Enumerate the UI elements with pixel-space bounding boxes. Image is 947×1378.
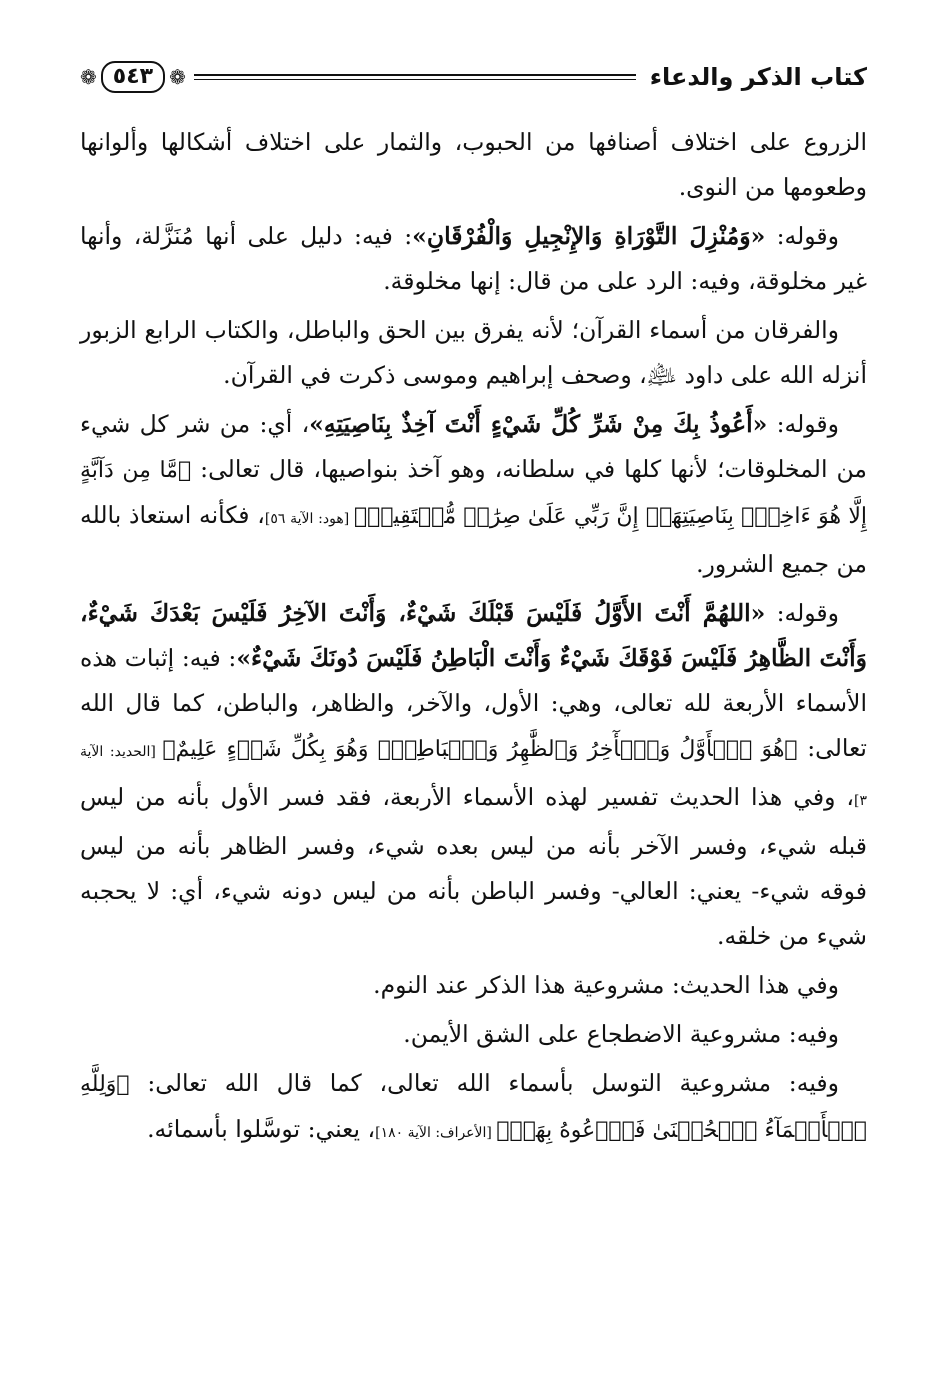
ornament-left-icon: ❁ (80, 65, 97, 89)
paragraph (80, 214, 867, 304)
paragraph (80, 1012, 867, 1057)
page-header (80, 52, 867, 102)
paragraph-text: : فيه: دليل على أنها مُنَزَّلة، وأنها غير مخلوقة، وفيه: الرد على من قال: إنها مخلوقة. (80, 222, 867, 295)
quran-verse: ﴿هُوَ ٱلۡأَوَّلُ وَٱلۡأٓخِرُ وَٱلظَّٰهِرُ وَٱلۡبَاطِنُۖ وَهُوَ بِكُلِّ شَيۡءٍ عَلِيمٌ﴾ (162, 737, 798, 762)
quran-verse: ﴿وَلِلَّهِ ٱلۡأَسۡمَآءُ ٱلۡحُسۡنَىٰ فَٱدۡعُوهُ بِهَاۖ﴾ (80, 1072, 867, 1143)
paragraph (80, 308, 867, 398)
chapter-title: كتاب الذكر والدعاء (649, 63, 867, 91)
paragraph (80, 1061, 867, 1156)
paragraph-text: وقوله: (765, 222, 839, 250)
verse-reference: [الحديد: الآية ٣] (80, 744, 867, 809)
book-page (80, 52, 867, 1342)
paragraph-text: والفرقان من أسماء القرآن؛ لأنه يفرق بين الحق والباطل، والكتاب الرابع الزبور أنزله الله على داود ﵇، وصحف إبراهيم وموسى ذكرت في القرآن. (80, 316, 867, 389)
hadith-quote: «أَعُوذُ بِكَ مِنْ شَرِّ كُلِّ شَيْءٍ أَنْتَ آخِذٌ بِنَاصِيَتِهِ» (309, 410, 768, 438)
quran-verse: ﴿مَّا مِن دَآبَّةٍ إِلَّا هُوَ ءَاخِذُۢ بِنَاصِيَتِهَآۚ إِنَّ رَبِّي عَلَىٰ صِرَٰطٖ مُّسۡتَقِيمٖ﴾ (80, 458, 867, 529)
paragraph (80, 591, 867, 959)
paragraph-text: وقوله: (765, 599, 839, 627)
paragraph-text: ، أي: من شر كل شيء من المخلوقات؛ لأنها كلها في سلطانه، وهو آخذ بنواصيها، قال تعالى: (80, 410, 867, 483)
paragraph (80, 120, 867, 210)
paragraph-text: : فيه: إثبات هذه الأسماء الأربعة لله تعالى، وهي: الأول، والآخر، والظاهر، والباطن، كما قال الله تعالى: (80, 644, 867, 762)
paragraph-text: وفيه: مشروعية الاضطجاع على الشق الأيمن. (403, 1020, 839, 1048)
header-rule (194, 74, 636, 84)
paragraph-text: ، فكأنه استعاذ بالله من جميع الشرور. (80, 501, 867, 578)
paragraph (80, 402, 867, 587)
page-number: ٥٤٣ (101, 61, 165, 93)
ornament-right-icon: ❁ (169, 65, 186, 89)
page-body (80, 120, 867, 1156)
paragraph-text: وقوله: (767, 410, 839, 438)
hadith-quote: «وَمُنْزِلَ التَّوْرَاةِ وَالإِنْجِيلِ وَالْفُرْقَانِ» (412, 222, 766, 250)
hadith-quote: «اللهُمَّ أَنْتَ الأَوَّلُ فَلَيْسَ قَبْلَكَ شَيْءٌ، وَأَنْتَ الآخِرُ فَلَيْسَ بَعْدَكَ شَيْءٌ، وَأَنْتَ الظَّاهِرُ فَلَيْسَ فَوْقَكَ شَيْءٌ وَأَنْتَ الْبَاطِنُ فَلَيْسَ دُونَكَ شَيْءٌ» (80, 599, 868, 672)
paragraph-text: ، يعني: توسَّلوا بأسمائه. (147, 1115, 376, 1143)
paragraph-text: وفيه: مشروعية التوسل بأسماء الله تعالى، كما قال الله تعالى: (129, 1069, 839, 1097)
verse-reference: [الأعراف: الآية ١٨٠] (375, 1125, 497, 1141)
paragraph-text: الزروع على اختلاف أصنافها من الحبوب، والثمار على اختلاف أشكالها وألوانها وطعومها من النوى. (80, 128, 867, 201)
paragraph-text: ، وفي هذا الحديث تفسير لهذه الأسماء الأربعة، فقد فسر الأول بأنه من ليس قبله شيء، وفسر الآخر بأنه من ليس بعده شيء، وفسر الظاهر بأنه من ليس فوقه شيء- يعني: العالي- وفسر الباطن بأنه من ليس دونه شيء، أي: لا يحجبه شيء من خلقه. (80, 783, 867, 950)
paragraph-text: وفي هذا الحديث: مشروعية هذا الذكر عند النوم. (373, 971, 839, 999)
paragraph (80, 963, 867, 1008)
verse-reference: [هود: الآية ٥٦] (264, 511, 354, 527)
page-number-frame (80, 61, 194, 93)
